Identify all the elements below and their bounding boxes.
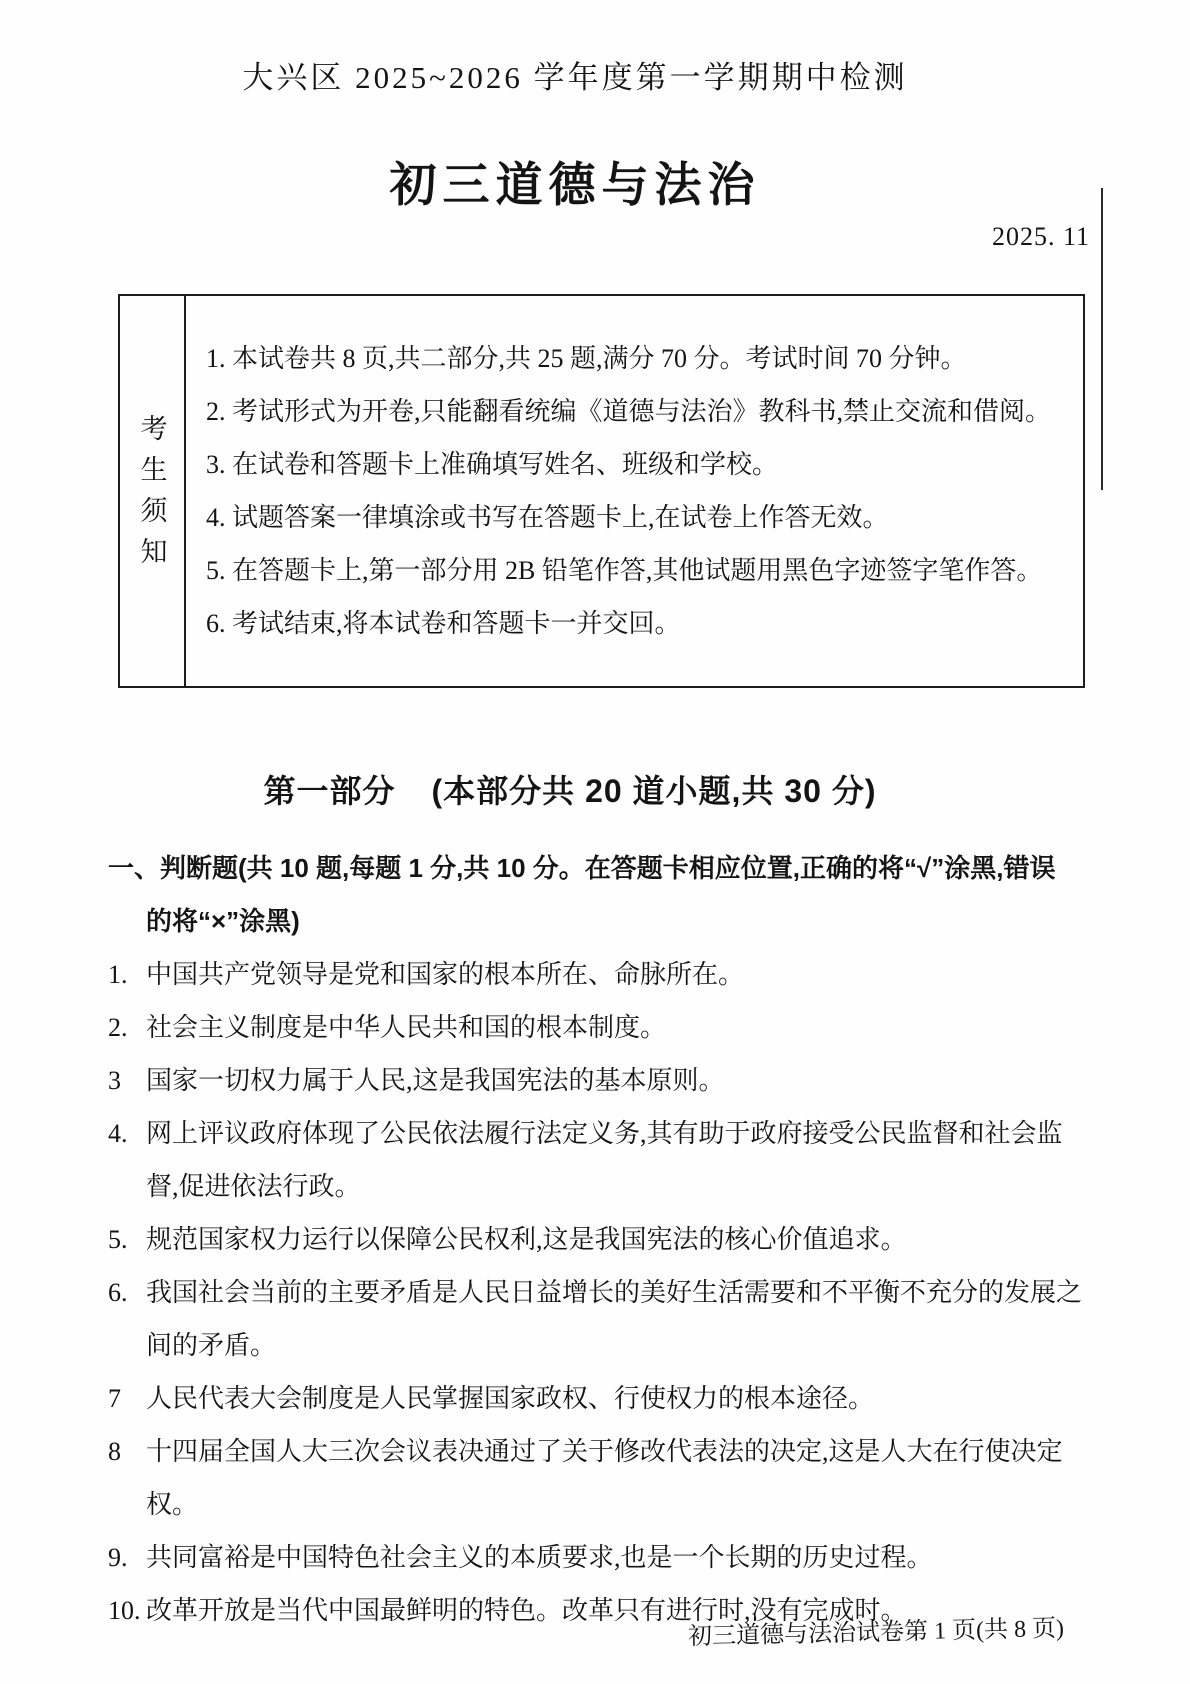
question-7-text: 人民代表大会制度是人民掌握国家政权、行使权力的根本途径。 (146, 1384, 875, 1413)
question-2 (108, 1001, 1090, 1054)
exam-session-title: 大兴区 2025~2026 学年度第一学期期中检测 (242, 60, 908, 95)
question-9-number: 9. (108, 1543, 128, 1572)
question-9 (108, 1531, 1090, 1584)
question-6 (108, 1266, 1090, 1372)
question-5-number: 5. (108, 1225, 128, 1254)
notice-side-label: 考生须知 (120, 296, 186, 686)
question-8-text: 十四届全国人大三次会议表决通过了关于修改代表法的决定,这是人大在行使决定权。 (146, 1437, 1063, 1519)
part1-heading-note: (本部分共 20 道小题,共 30 分) (431, 773, 877, 809)
notice-item-list (186, 296, 1083, 686)
scan-artifact-line (1101, 188, 1103, 490)
page-footer: 初三道德与法治试卷第 1 页(共 8 页) (687, 1615, 1065, 1651)
notice-item-6: 6. 考试结束,将本试卷和答题卡一并交回。 (206, 608, 681, 638)
question-10-number: 10. (108, 1596, 141, 1625)
question-1-text: 中国共产党领导是党和国家的根本所在、命脉所在。 (146, 960, 745, 989)
notice-item-1: 1. 本试卷共 8 页,共二部分,共 25 题,满分 70 分。考试时间 70 分钟。 (206, 343, 967, 373)
question-7-number: 7 (108, 1384, 121, 1413)
judgment-section (108, 842, 1090, 1637)
question-10-text: 改革开放是当代中国最鲜明的特色。改革只有进行时,没有完成时。 (146, 1596, 907, 1625)
question-8 (108, 1425, 1090, 1531)
part1-heading-label: 第一部分 (263, 773, 396, 809)
part1-heading (0, 766, 1140, 812)
question-4-number: 4. (108, 1119, 128, 1148)
notice-item-5: 5. 在答题卡上,第一部分用 2B 铅笔作答,其他试题用黑色字迹签字笔作答。 (206, 555, 1043, 585)
question-1 (108, 948, 1090, 1001)
question-2-number: 2. (108, 1013, 128, 1042)
notice-item-2: 2. 考试形式为开卷,只能翻看统编《道德与法治》教科书,禁止交流和借阅。 (206, 396, 1052, 426)
question-3 (108, 1054, 1090, 1107)
question-4-text: 网上评议政府体现了公民依法履行法定义务,其有助于政府接受公民监督和社会监督,促进依法行政。 (146, 1119, 1063, 1201)
question-3-number: 3 (108, 1066, 121, 1095)
subject-title: 初三道德与法治 (389, 158, 761, 211)
notice-item-4: 4. 试题答案一律填涂或书写在答题卡上,在试卷上作答无效。 (206, 502, 889, 532)
question-9-text: 共同富裕是中国特色社会主义的本质要求,也是一个长期的历史过程。 (146, 1543, 933, 1572)
question-3-text: 国家一切权力属于人民,这是我国宪法的基本原则。 (146, 1066, 725, 1095)
question-6-number: 6. (108, 1278, 128, 1307)
question-8-number: 8 (108, 1437, 121, 1466)
question-1-number: 1. (108, 960, 128, 989)
candidate-notice-box (118, 294, 1085, 688)
question-5 (108, 1213, 1090, 1266)
question-6-text: 我国社会当前的主要矛盾是人民日益增长的美好生活需要和不平衡不充分的发展之间的矛盾。 (146, 1278, 1083, 1360)
question-5-text: 规范国家权力运行以保障公民权利,这是我国宪法的核心价值追求。 (146, 1225, 907, 1254)
notice-item-3: 3. 在试卷和答题卡上准确填写姓名、班级和学校。 (206, 449, 779, 479)
question-4 (108, 1107, 1090, 1213)
judgment-section-title-line2: 的将“×”涂黑) (146, 906, 300, 936)
question-7 (108, 1372, 1090, 1425)
question-2-text: 社会主义制度是中华人民共和国的根本制度。 (146, 1013, 667, 1042)
judgment-section-title-line1: 一、判断题(共 10 题,每题 1 分,共 10 分。在答题卡相应位置,正确的将“√”涂黑,错误 (108, 853, 1056, 883)
exam-date: 2025. 11 (991, 222, 1090, 251)
